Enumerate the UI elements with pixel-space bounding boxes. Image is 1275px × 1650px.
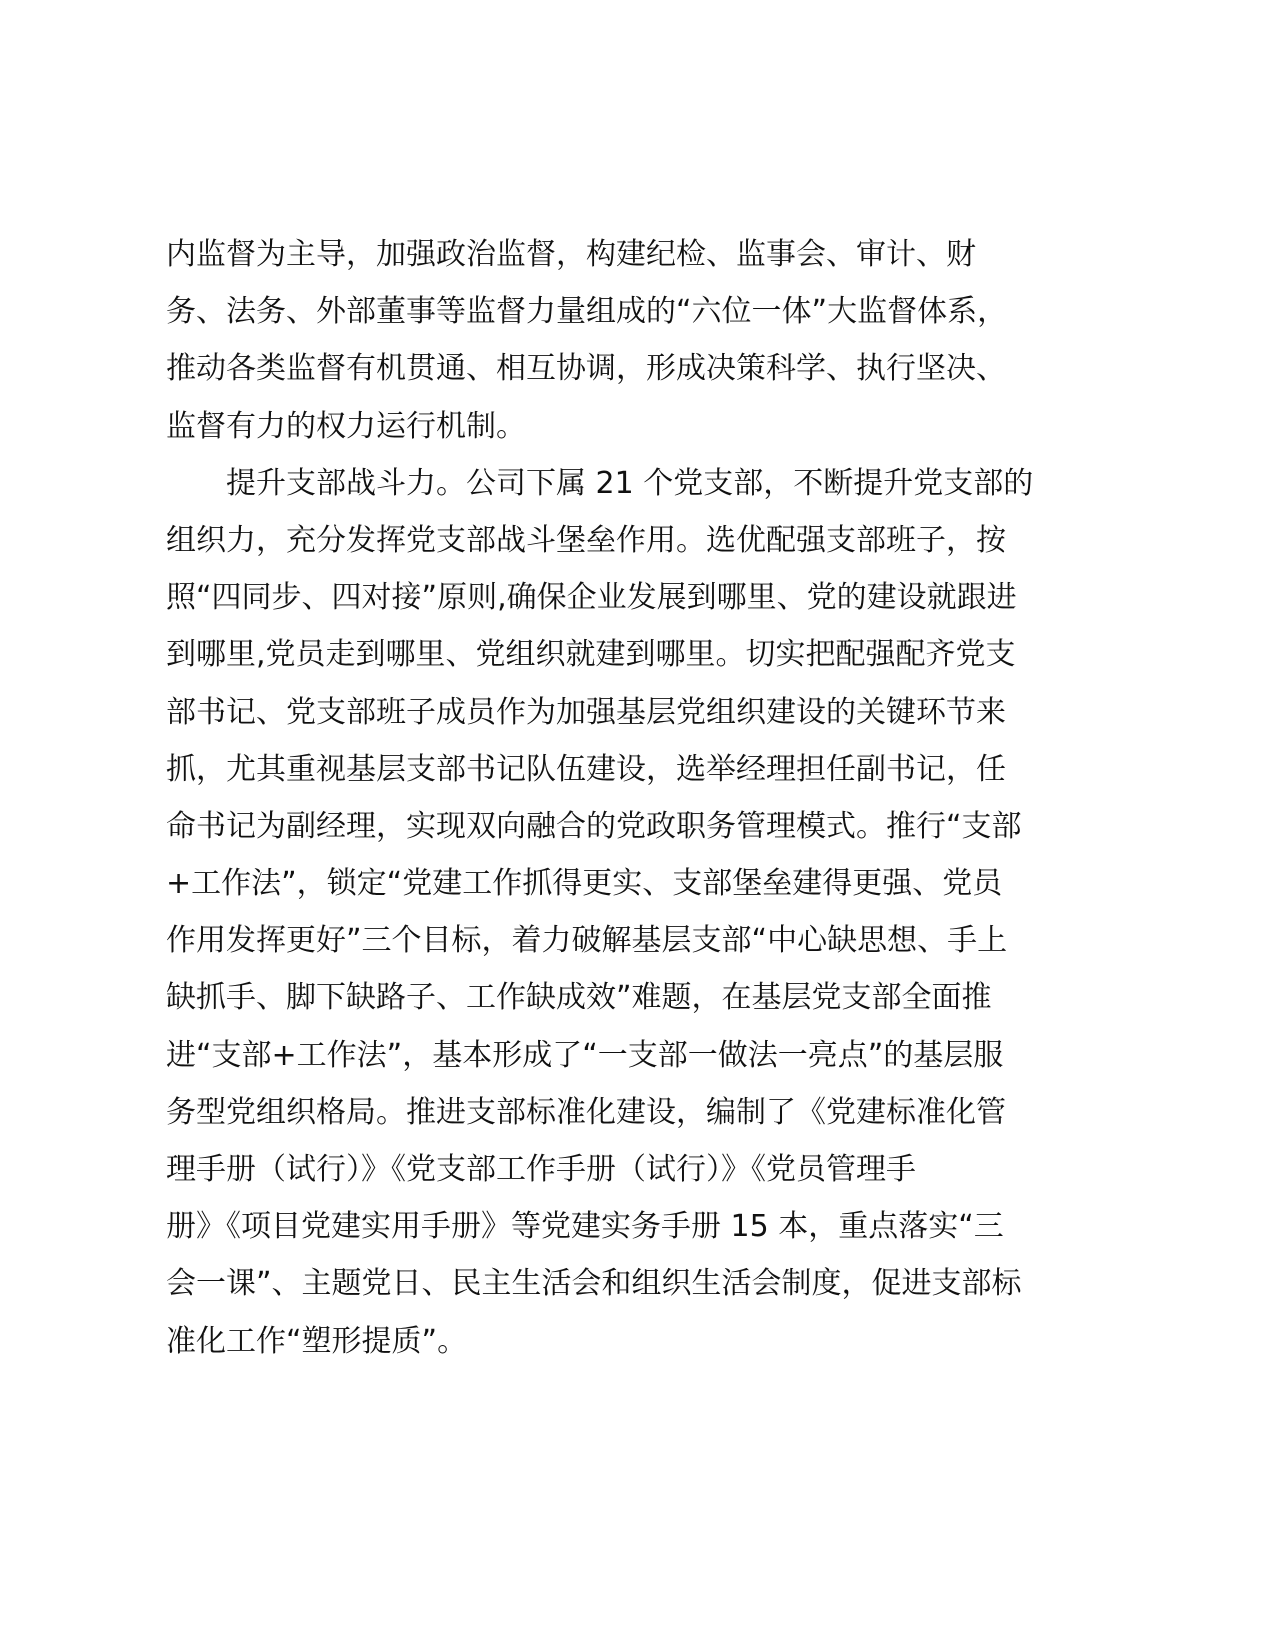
text-line: 监督有力的权力运行机制。 [166,408,526,444]
text-line: 理手册（试行）》《党支部工作手册（试行）》《党员管理手 [166,1152,916,1187]
document-body [166,226,1116,1370]
text-line: 抓，尤其重视基层支部书记队伍建设，选举经理担任副书记，任 [166,751,1006,787]
text-line: +工作法”，锁定“党建工作抓得更实、支部堡垒建得更强、党员 [166,866,1003,902]
text-line: 提升支部战斗力。公司下属 21 个党支部，不断提升党支部的 [226,465,1034,501]
text-line: 作用发挥更好”三个目标，着力破解基层支部“中心缺思想、手上 [166,923,1008,959]
text-line: 内监督为主导，加强政治监督，构建纪检、监事会、审计、财 [166,237,976,272]
text-line: 准化工作“塑形提质”。 [166,1323,468,1359]
paragraph-supervision [166,226,1116,455]
text-line: 部书记、党支部班子成员作为加强基层党组织建设的关键环节来 [166,694,1006,730]
text-line: 到哪里,党员走到哪里、党组织就建到哪里。切实把配强配齐党支 [166,637,1016,673]
text-line: 会一课”、主题党日、民主生活会和组织生活会制度，促进支部标 [166,1266,1022,1302]
text-line: 照“四同步、四对接”原则,确保企业发展到哪里、党的建设就跟进 [166,580,1017,616]
text-line: 进“支部+工作法”，基本形成了“一支部一做法一亮点”的基层服 [166,1037,1004,1073]
text-line: 推动各类监督有机贯通、相互协调，形成决策科学、执行坚决、 [166,351,1006,387]
text-line: 组织力，充分发挥党支部战斗堡垒作用。选优配强支部班子，按 [166,522,1006,558]
paragraph-branch-strength [166,455,1116,1370]
text-line: 册》《项目党建实用手册》等党建实务手册 15 本，重点落实“三 [166,1209,1004,1245]
text-line: 命书记为副经理，实现双向融合的党政职务管理模式。推行“支部 [166,808,1022,844]
text-line: 务型党组织格局。推进支部标准化建设，编制了《党建标准化管 [166,1094,1006,1130]
text-line: 缺抓手、脚下缺路子、工作缺成效”难题，在基层党支部全面推 [166,980,992,1016]
text-line: 务、法务、外部董事等监督力量组成的“六位一体”大监督体系， [166,294,1008,330]
